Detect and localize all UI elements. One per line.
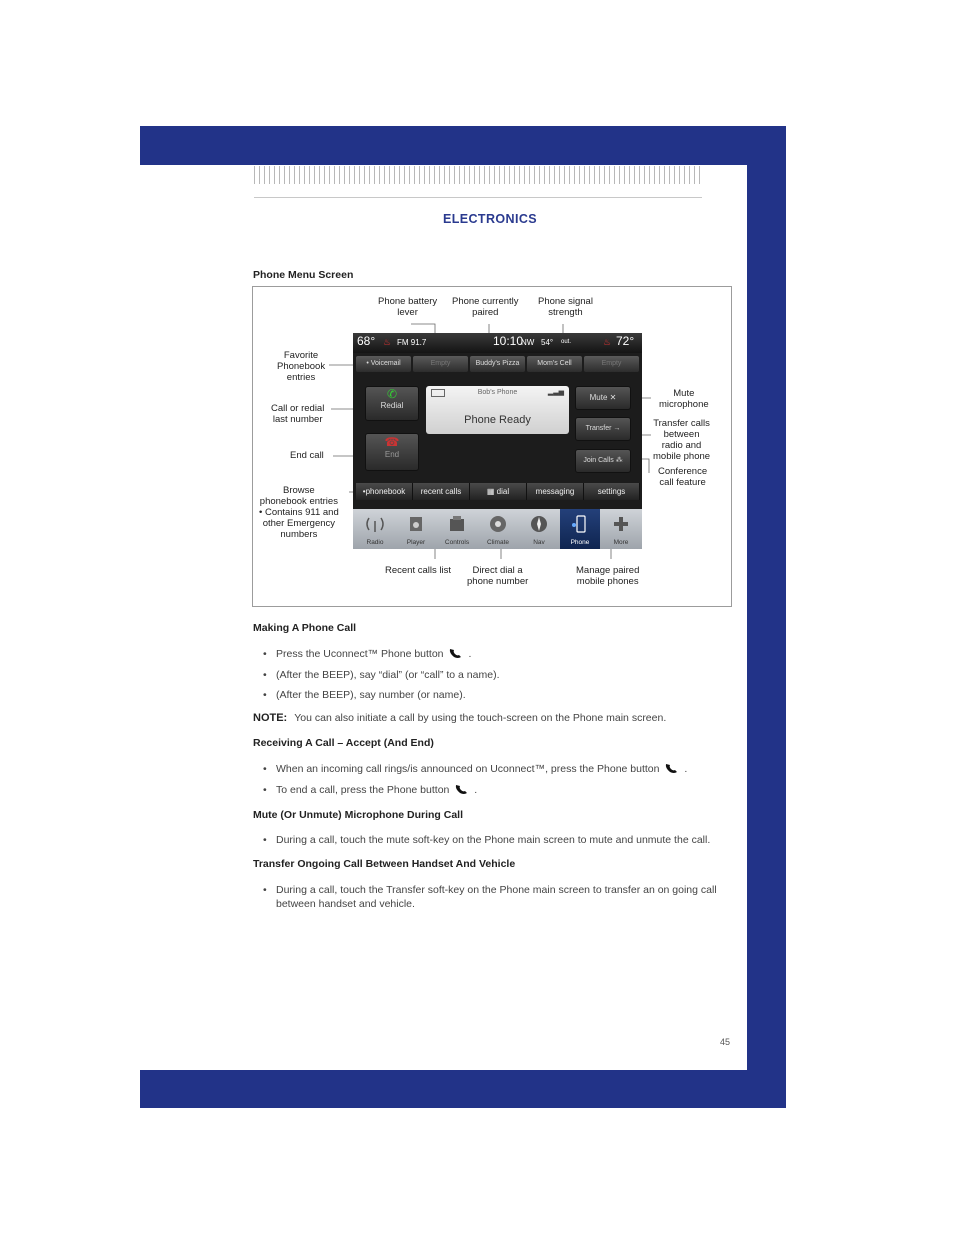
phone-tabs — [356, 483, 639, 500]
heading-receiving-call: Receiving A Call – Accept (And End) — [253, 737, 434, 749]
transfer-button[interactable]: Transfer → — [575, 417, 631, 441]
tab-recent-calls[interactable]: recent calls — [413, 483, 470, 500]
mute-button[interactable]: Mute ✕ — [575, 386, 631, 410]
compass: NW — [521, 338, 535, 347]
callout-mute: Mute microphone — [659, 388, 709, 410]
page-frame-top — [140, 126, 786, 165]
callout-favorite: Favorite Phonebook entries — [277, 350, 326, 383]
callout-conference: Conference call feature — [658, 466, 708, 488]
phone-button-icon — [664, 762, 682, 774]
page-number: 45 — [719, 1037, 730, 1047]
signal-strength-icon: ▂▃▅ — [547, 389, 564, 396]
compass-icon — [529, 515, 549, 533]
dock-player[interactable]: Player — [396, 509, 436, 549]
favorite-slot[interactable]: Buddy's Pizza — [470, 356, 525, 372]
favorite-slot[interactable]: Mom's Cell — [527, 356, 582, 372]
phone-icon — [570, 515, 590, 533]
heated-seat-icon: ♨ — [383, 337, 392, 347]
heated-seat-icon: ♨ — [603, 337, 612, 347]
passenger-temp: 72° — [616, 334, 635, 348]
mute-icon: ✕ — [609, 393, 617, 402]
header-rule — [254, 197, 702, 198]
join-calls-button[interactable]: Join Calls ⁂ — [575, 449, 631, 473]
list-item: • During a call, touch the Transfer soft-key on the Phone main screen to transfer an on going call between handset and vehicle. — [263, 884, 717, 910]
player-icon — [406, 515, 426, 533]
tab-dial[interactable]: ▦ dial — [470, 483, 527, 500]
heading-transfer: Transfer Ongoing Call Between Handset And Vehicle — [253, 858, 516, 870]
favorite-slot[interactable]: Empty — [413, 356, 468, 372]
callout-manage: Manage paired mobile phones — [576, 565, 640, 587]
list-item: • During a call, touch the mute soft-key on the Phone main screen to mute and unmute the call. — [263, 834, 711, 846]
outside-label: out. — [561, 339, 572, 345]
dock-phone[interactable]: Phone — [560, 509, 600, 549]
driver-temp: 68° — [357, 334, 376, 348]
plus-icon — [611, 515, 631, 533]
list-item: • (After the BEEP), say number (or name). — [263, 689, 466, 701]
section-title: ELECTRONICS — [443, 212, 537, 226]
phone-button-icon — [448, 647, 466, 659]
page-frame-bottom — [140, 1070, 786, 1108]
phone-status-panel — [426, 386, 569, 434]
redial-button[interactable]: ✆ Redial — [365, 386, 419, 421]
list-item: • When an incoming call rings/is announced on Uconnect™, press the Phone button . — [263, 763, 688, 775]
dock-controls[interactable]: Controls — [437, 509, 477, 549]
favorites-row — [356, 356, 639, 372]
tab-messaging[interactable]: messaging — [527, 483, 584, 500]
list-item: • (After the BEEP), say “dial” (or “call” to a name). — [263, 669, 500, 681]
callout-recent: Recent calls list — [385, 565, 451, 576]
tab-settings[interactable]: settings — [584, 483, 640, 500]
end-call-button[interactable]: ☎ End — [365, 433, 419, 471]
note-label: NOTE: — [253, 712, 288, 724]
controls-icon — [447, 515, 467, 533]
phone-button-icon — [454, 783, 472, 795]
phone-menu-figure — [252, 286, 732, 607]
dock-more[interactable]: More — [601, 509, 641, 549]
outside-temp: 54° — [541, 338, 554, 347]
page-frame-right — [747, 126, 786, 1108]
callout-direct-dial: Direct dial a phone number — [467, 565, 529, 587]
transfer-icon: → — [613, 425, 621, 432]
list-item: • To end a call, press the Phone button . — [263, 784, 478, 796]
list-item: • Press the Uconnect™ Phone button . — [263, 648, 472, 660]
callout-end-call: End call — [290, 450, 324, 461]
radio-icon — [365, 515, 385, 533]
dock-radio[interactable]: Radio — [355, 509, 395, 549]
callout-signal: Phone signal strength — [538, 296, 593, 318]
callout-transfer: Transfer calls between radio and mobile phone — [653, 418, 711, 462]
tab-phonebook[interactable]: •phonebook — [356, 483, 413, 500]
callout-battery: Phone battery lever — [378, 296, 438, 318]
keypad-icon: ▦ — [486, 487, 495, 496]
callout-redial: Call or redial last number — [271, 403, 325, 425]
paired-phone-name: Bob's Phone — [477, 389, 518, 396]
favorite-slot[interactable]: • Voicemail — [356, 356, 411, 372]
hang-up-icon: ☎ — [384, 435, 400, 449]
phone-call-icon: ✆ — [386, 387, 398, 401]
heading-mute: Mute (Or Unmute) Microphone During Call — [253, 809, 463, 821]
note — [253, 712, 733, 724]
radio-station: FM 91.7 — [397, 338, 427, 347]
status-bar — [353, 333, 642, 353]
dock-nav[interactable]: Nav — [519, 509, 559, 549]
conference-icon: ⁂ — [615, 457, 623, 464]
uconnect-screen — [353, 333, 642, 549]
phone-status: Phone Ready — [464, 414, 531, 426]
app-dock — [353, 509, 642, 549]
callout-paired: Phone currently paired — [452, 296, 519, 318]
callout-browse: Browse phonebook entries • Contains 911 and other Emergency numbers — [259, 485, 339, 540]
favorite-slot[interactable]: Empty — [584, 356, 639, 372]
figure-heading: Phone Menu Screen — [253, 269, 354, 281]
heading-making-call: Making A Phone Call — [253, 622, 357, 634]
note-text: You can also initiate a call by using the touch-screen on the Phone main screen. — [294, 712, 667, 724]
dock-climate[interactable]: Climate — [478, 509, 518, 549]
clock: 10:10 — [493, 334, 524, 348]
climate-icon — [488, 515, 508, 533]
decorative-tick-strip — [254, 166, 702, 184]
